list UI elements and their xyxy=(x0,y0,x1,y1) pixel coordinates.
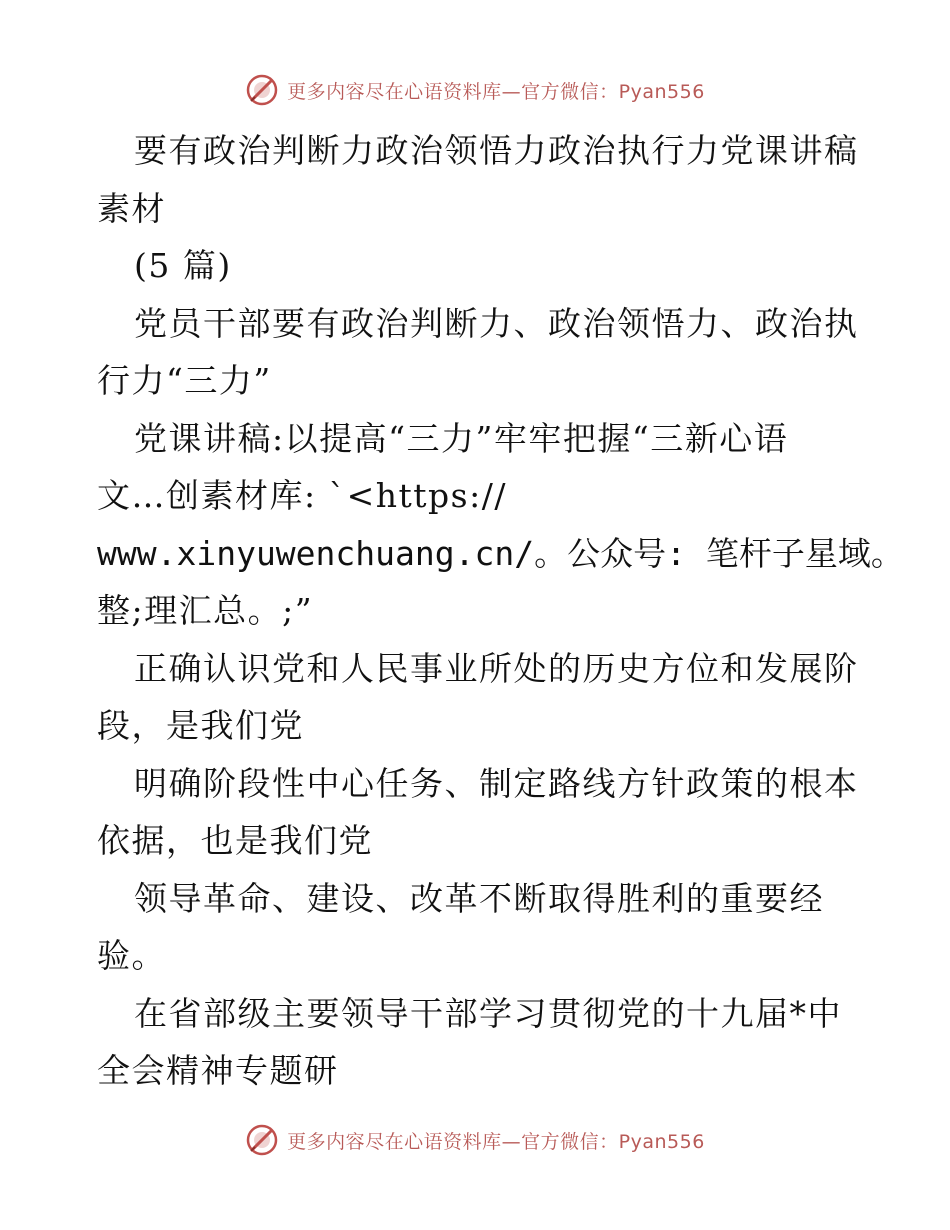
doc-line-6: 党课讲稿:以提高“三力”牢牢把握“三新心语 xyxy=(134,418,789,458)
pen-logo-icon xyxy=(245,73,279,107)
footer-watermark-banner xyxy=(0,1120,950,1160)
header-watermark-banner xyxy=(0,70,950,110)
doc-line-2: 素材 xyxy=(97,188,166,228)
doc-line-16: 在省部级主要领导干部学习贯彻党的十九届*中 xyxy=(134,993,842,1033)
doc-line-13: 依据，也是我们党 xyxy=(97,821,373,860)
doc-line-4: 党员干部要有政治判断力、政治领悟力、政治执 xyxy=(134,303,859,343)
doc-line-12: 明确阶段性中心任务、制定路线方针政策的根本 xyxy=(134,763,859,803)
document-body xyxy=(97,122,904,1100)
doc-line-10: 正确认识党和人民事业所处的历史方位和发展阶 xyxy=(134,648,859,688)
doc-line-3: (5 篇) xyxy=(134,246,232,285)
doc-line-17: 全会精神专题研 xyxy=(97,1051,339,1090)
footer-watermark-text: 更多内容尽在心语资料库—官方微信：Pyan556 xyxy=(287,1130,705,1153)
doc-line-5: 行力“三力” xyxy=(97,361,272,400)
header-watermark-text: 更多内容尽在心语资料库—官方微信：Pyan556 xyxy=(287,80,705,103)
doc-line-1: 要有政治判断力政治领悟力政治执行力党课讲稿 xyxy=(134,131,859,170)
doc-line-8: www.xinyuwenchuang.cn/。公众号: 笔杆子星域。 xyxy=(97,533,904,573)
doc-line-7: 文…创素材库: `<https:// xyxy=(97,476,507,515)
doc-line-15: 验。 xyxy=(97,936,166,975)
doc-line-9: 整;理汇总。;” xyxy=(97,591,314,630)
pen-logo-icon xyxy=(245,1123,279,1157)
doc-line-11: 段，是我们党 xyxy=(97,706,304,745)
doc-line-14: 领导革命、建设、改革不断取得胜利的重要经 xyxy=(134,878,824,918)
